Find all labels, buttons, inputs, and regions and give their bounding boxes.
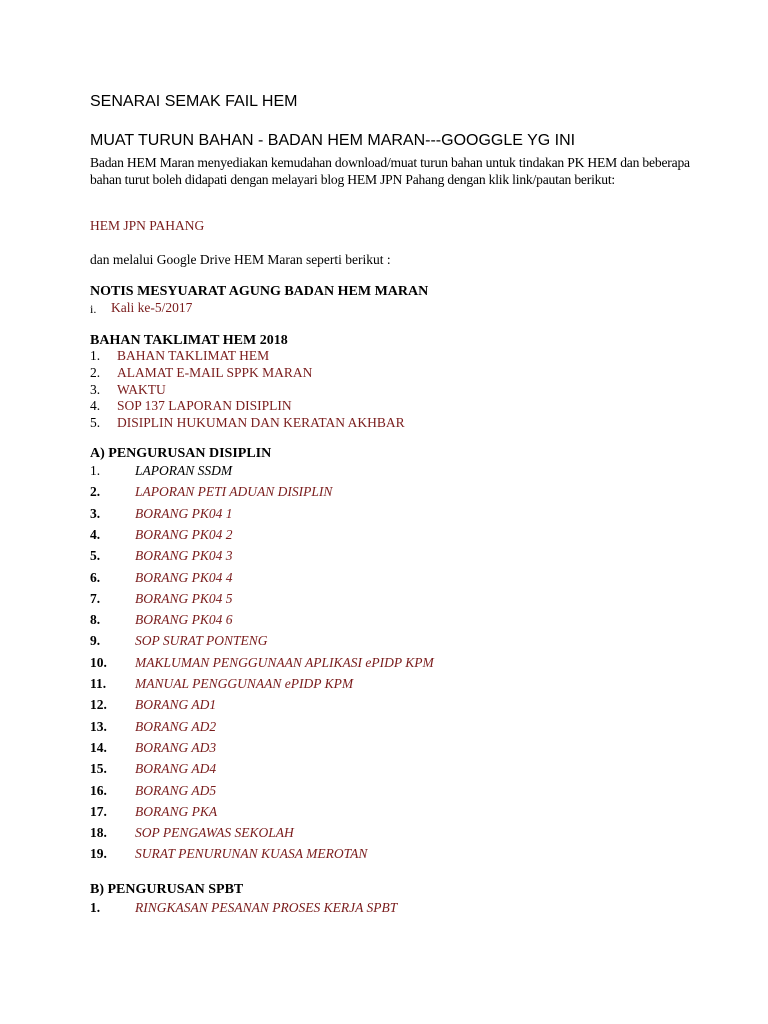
- list-number: 15.: [90, 761, 107, 777]
- list-item-link[interactable]: MAKLUMAN PENGGUNAAN APLIKASI ePIDP KPM: [135, 654, 434, 670]
- page-subtitle: MUAT TURUN BAHAN - BADAN HEM MARAN---GOOGGLE YG INI: [90, 132, 576, 149]
- list-item-link[interactable]: BORANG PK04 6: [135, 612, 233, 628]
- list-number: 1.: [90, 463, 101, 478]
- list-item-link[interactable]: BORANG AD2: [135, 718, 217, 734]
- list-number: 2.: [90, 484, 101, 500]
- notis-heading: NOTIS MESYUARAT AGUNG BADAN HEM MARAN: [90, 284, 429, 299]
- list-item-link[interactable]: BORANG PK04 1: [135, 505, 233, 521]
- list-item-link[interactable]: BAHAN TAKLIMAT HEM: [117, 348, 270, 363]
- list-item-link[interactable]: DISIPLIN HUKUMAN DAN KERATAN AKHBAR: [117, 415, 405, 431]
- list-number: 5.: [90, 548, 101, 564]
- list-item-link[interactable]: RINGKASAN PESANAN PROSES KERJA SPBT: [135, 900, 398, 915]
- list-number: 2.: [90, 364, 101, 380]
- list-number: 18.: [90, 825, 107, 841]
- list-number: 12.: [90, 697, 107, 713]
- list-item-link[interactable]: BORANG PK04 2: [135, 526, 233, 542]
- list-number: 5.: [90, 415, 101, 431]
- list-number: 11.: [90, 676, 107, 691]
- blog-link[interactable]: HEM JPN PAHANG: [90, 218, 205, 233]
- list-number: 1.: [90, 348, 101, 363]
- list-item-link[interactable]: LAPORAN PETI ADUAN DISIPLIN: [135, 484, 333, 500]
- spbt-heading: B) PENGURUSAN SPBT: [90, 882, 244, 897]
- list-number: 19.: [90, 846, 107, 862]
- list-item-link[interactable]: SOP 137 LAPORAN DISIPLIN: [117, 398, 292, 414]
- list-number: i.: [90, 302, 97, 316]
- list-item-link[interactable]: ALAMAT E-MAIL SPPK MARAN: [117, 364, 313, 380]
- disiplin-heading: A) PENGURUSAN DISIPLIN: [90, 446, 272, 461]
- intro-paragraph: Badan HEM Maran menyediakan kemudahan download/muat turun bahan untuk tindakan PK HEM dan beberapa bahan turut boleh didapati dengan melayari blog HEM JPN Pahang dengan klik link/pautan berikut:: [90, 155, 690, 187]
- list-number: 4.: [90, 398, 101, 414]
- list-item-link[interactable]: BORANG AD5: [135, 782, 217, 798]
- list-number: 6.: [90, 569, 101, 585]
- list-number: 1.: [90, 900, 101, 915]
- page-title: SENARAI SEMAK FAIL HEM: [90, 93, 298, 110]
- list-item-link[interactable]: BORANG PK04 4: [135, 569, 233, 585]
- list-item-link[interactable]: BORANG PK04 5: [135, 590, 233, 606]
- list-number: 9.: [90, 633, 101, 649]
- list-item-link[interactable]: SOP PENGAWAS SEKOLAH: [135, 825, 294, 841]
- list-item-link[interactable]: BORANG AD1: [135, 697, 217, 713]
- list-number: 14.: [90, 739, 107, 755]
- list-item-link[interactable]: BORANG AD3: [135, 739, 217, 755]
- list-item-link[interactable]: BORANG AD4: [135, 761, 217, 777]
- list-number: 3.: [90, 381, 101, 397]
- list-item-link[interactable]: WAKTU: [117, 381, 166, 397]
- list-number: 7.: [90, 590, 101, 606]
- notis-link[interactable]: Kali ke-5/2017: [111, 300, 193, 315]
- list-item-link[interactable]: BORANG PK04 3: [135, 548, 233, 564]
- list-number: 17.: [90, 803, 107, 819]
- list-number: 8.: [90, 612, 101, 628]
- list-number: 3.: [90, 505, 101, 521]
- list-item-link[interactable]: SURAT PENURUNAN KUASA MEROTAN: [135, 846, 368, 862]
- list-item-link[interactable]: LAPORAN SSDM: [135, 463, 233, 478]
- taklimat-heading: BAHAN TAKLIMAT HEM 2018: [90, 333, 288, 348]
- list-item-link[interactable]: SOP SURAT PONTENG: [135, 633, 268, 649]
- drive-text: dan melalui Google Drive HEM Maran seperti berikut :: [90, 252, 391, 267]
- list-number: 13.: [90, 718, 107, 734]
- list-number: 16.: [90, 782, 107, 798]
- list-number: 10.: [90, 654, 107, 670]
- list-item-link[interactable]: MANUAL PENGGUNAAN ePIDP KPM: [135, 676, 354, 691]
- list-item-link[interactable]: BORANG PKA: [135, 803, 218, 819]
- list-number: 4.: [90, 526, 101, 542]
